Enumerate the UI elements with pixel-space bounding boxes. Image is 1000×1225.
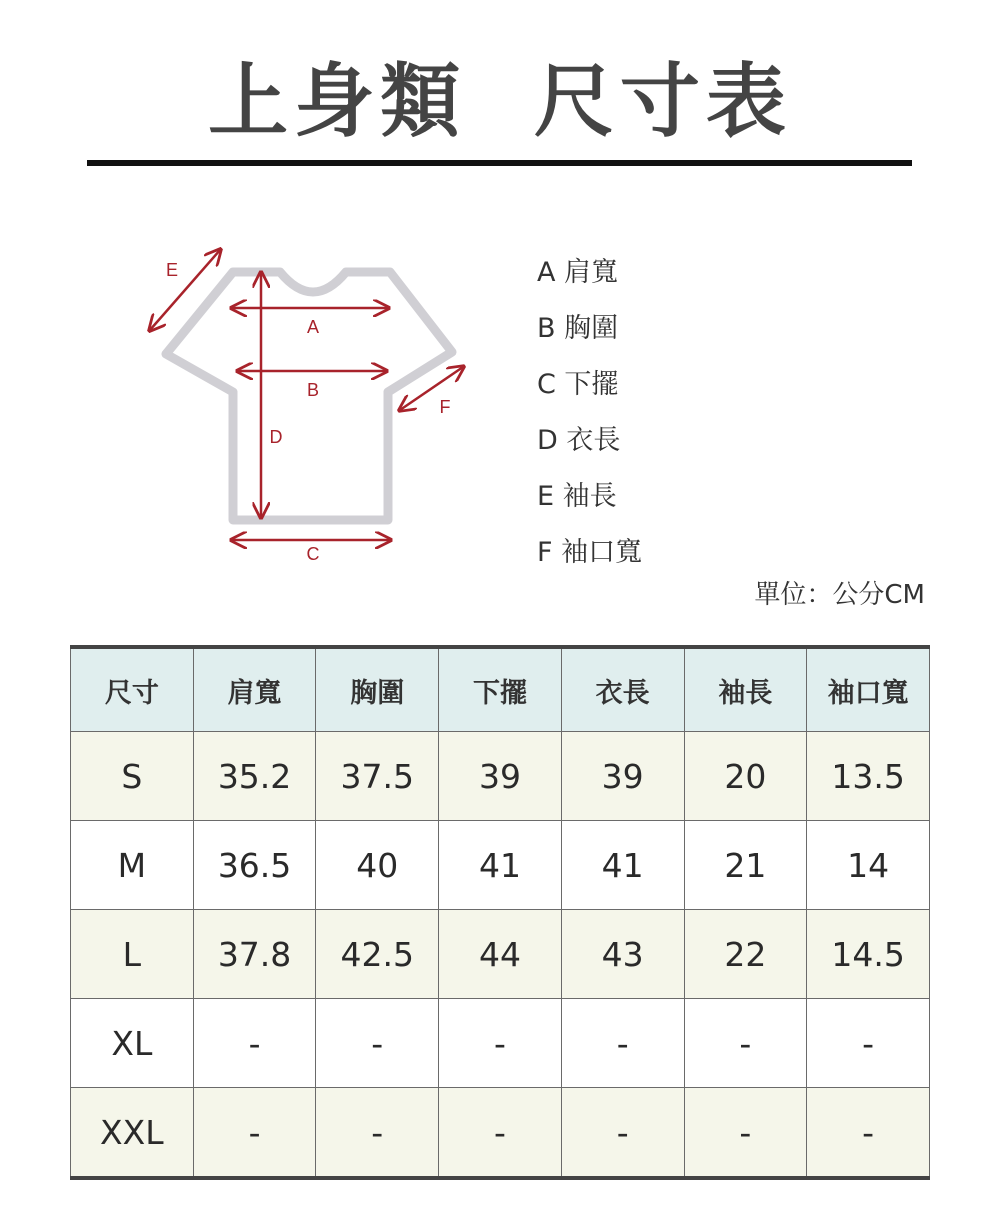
table-cell: XL: [71, 999, 194, 1088]
size-chart-table: [70, 645, 930, 1180]
table-cell: -: [439, 999, 562, 1088]
table-row: [71, 999, 930, 1088]
table-row: [71, 821, 930, 910]
table-cell: 21: [684, 821, 807, 910]
legend-item: D 衣長: [537, 425, 621, 456]
table-cell: 40: [316, 821, 439, 910]
label-c: C: [306, 544, 320, 564]
column-header: 胸圍: [316, 647, 439, 732]
legend-item: B 胸圍: [537, 313, 619, 344]
table-cell: -: [316, 1088, 439, 1179]
table-cell: XXL: [71, 1088, 194, 1179]
table-row: [71, 1088, 930, 1179]
table-row: [71, 732, 930, 821]
unit-note: 單位：公分CM: [754, 580, 925, 610]
table-cell: -: [316, 999, 439, 1088]
table-cell: 36.5: [193, 821, 316, 910]
column-header: 衣長: [561, 647, 684, 732]
column-header: 袖口寬: [807, 647, 930, 732]
table-cell: 13.5: [807, 732, 930, 821]
legend-item: A 肩寬: [537, 257, 619, 288]
table-cell: -: [561, 999, 684, 1088]
column-header: 肩寬: [193, 647, 316, 732]
table-cell: 35.2: [193, 732, 316, 821]
table-cell: -: [561, 1088, 684, 1179]
page-title: 上身類 尺寸表: [208, 55, 792, 148]
legend-item: F 袖口寬: [537, 537, 643, 568]
table-cell: -: [684, 999, 807, 1088]
sleeve-length-arrow: [150, 250, 220, 330]
table-cell: S: [71, 732, 194, 821]
table-row: [71, 910, 930, 999]
table-cell: -: [807, 1088, 930, 1179]
table-cell: 39: [439, 732, 562, 821]
table-cell: 41: [561, 821, 684, 910]
table-cell: 43: [561, 910, 684, 999]
table-cell: 22: [684, 910, 807, 999]
column-header: 袖長: [684, 647, 807, 732]
table-cell: -: [193, 1088, 316, 1179]
title-divider: [87, 160, 912, 166]
table-cell: 41: [439, 821, 562, 910]
measurement-legend: [537, 245, 642, 581]
legend-item: C 下擺: [537, 369, 619, 400]
table-cell: 20: [684, 732, 807, 821]
label-b: B: [306, 380, 320, 400]
table-header-row: [71, 647, 930, 732]
column-header: 下擺: [439, 647, 562, 732]
table-cell: L: [71, 910, 194, 999]
label-e: E: [165, 260, 179, 280]
table-cell: 44: [439, 910, 562, 999]
column-header: 尺寸: [71, 647, 194, 732]
table-cell: 14: [807, 821, 930, 910]
label-f: F: [439, 397, 451, 417]
table-cell: M: [71, 821, 194, 910]
table-cell: -: [684, 1088, 807, 1179]
label-a: A: [306, 317, 320, 337]
tshirt-measurement-diagram: [130, 230, 480, 570]
table-cell: 14.5: [807, 910, 930, 999]
table-cell: -: [193, 999, 316, 1088]
table-cell: 37.8: [193, 910, 316, 999]
label-d: D: [269, 427, 283, 447]
table-cell: 42.5: [316, 910, 439, 999]
table-cell: -: [439, 1088, 562, 1179]
legend-item: E 袖長: [537, 481, 617, 512]
table-cell: 37.5: [316, 732, 439, 821]
table-cell: -: [807, 999, 930, 1088]
table-cell: 39: [561, 732, 684, 821]
